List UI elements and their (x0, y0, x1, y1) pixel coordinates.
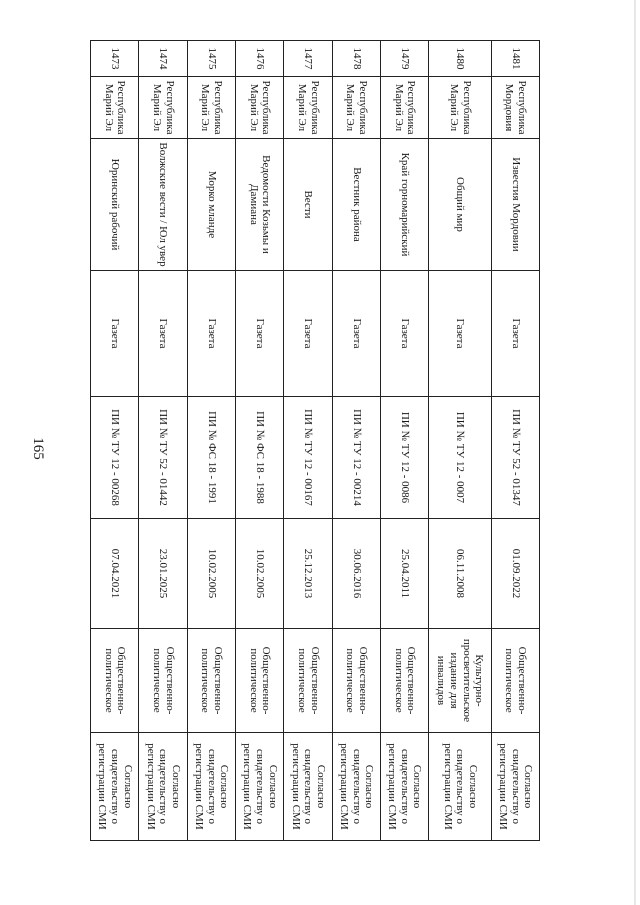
title-cell: Общий мир (429, 139, 492, 271)
date-cell: 07.04.2021 (91, 519, 139, 629)
row-number: 1476 (235, 41, 283, 77)
specialization-cell: Общественно-политическое (187, 629, 235, 733)
row-number: 1475 (187, 41, 235, 77)
reg-number-cell: ПИ № ТУ 12 - 00214 (332, 397, 380, 519)
basis-cell: Согласно свидетельству о регистрации СМИ (91, 733, 139, 841)
title-cell: Ведомости Козьмы и Дамиана (235, 139, 283, 271)
specialization-cell: Общественно-политическое (332, 629, 380, 733)
type-cell: Газета (187, 271, 235, 397)
row-number: 1477 (284, 41, 332, 77)
basis-cell: Согласно свидетельству о регистрации СМИ (332, 733, 380, 841)
region-cell: Республика Мордовия (491, 77, 539, 139)
row-number: 1479 (380, 41, 428, 77)
date-cell: 30.06.2016 (332, 519, 380, 629)
specialization-cell: Общественно-политическое (235, 629, 283, 733)
scan-edge (634, 0, 636, 905)
row-number: 1473 (91, 41, 139, 77)
type-cell: Газета (380, 271, 428, 397)
region-cell: Республика Марий Эл (429, 77, 492, 139)
basis-cell: Согласно свидетельству о регистрации СМИ (139, 733, 187, 841)
reg-number-cell: ПИ № ТУ 12 - 00268 (91, 397, 139, 519)
title-cell: Юринский рабочий (91, 139, 139, 271)
specialization-cell: Культурно-просветительское издание для инвалидов (429, 629, 492, 733)
table-row (235, 41, 283, 841)
date-cell: 25.12.2013 (284, 519, 332, 629)
reg-number-cell: ПИ № ТУ 12 - 0007 (429, 397, 492, 519)
page-number: 165 (29, 437, 46, 460)
title-cell: Вести (284, 139, 332, 271)
type-cell: Газета (139, 271, 187, 397)
basis-cell: Согласно свидетельству о регистрации СМИ (284, 733, 332, 841)
row-number: 1481 (491, 41, 539, 77)
date-cell: 10.02.2005 (187, 519, 235, 629)
region-cell: Республика Марий Эл (284, 77, 332, 139)
date-cell: 25.04.2011 (380, 519, 428, 629)
specialization-cell: Общественно-политическое (380, 629, 428, 733)
reg-number-cell: ПИ № ТУ 12 - 0086 (380, 397, 428, 519)
type-cell: Газета (284, 271, 332, 397)
region-cell: Республика Марий Эл (332, 77, 380, 139)
reg-number-cell: ПИ № ТУ 52 - 01442 (139, 397, 187, 519)
row-number: 1478 (332, 41, 380, 77)
type-cell: Газета (332, 271, 380, 397)
reg-number-cell: ПИ № ФС 18 - 1991 (187, 397, 235, 519)
type-cell: Газета (491, 271, 539, 397)
reg-number-cell: ПИ № ФС 18 - 1988 (235, 397, 283, 519)
row-number: 1474 (139, 41, 187, 77)
table-row (332, 41, 380, 841)
table-row (491, 41, 539, 841)
basis-cell: Согласно свидетельству о регистрации СМИ (380, 733, 428, 841)
date-cell: 23.01.2025 (139, 519, 187, 629)
title-cell: Край горномарийский (380, 139, 428, 271)
reg-number-cell: ПИ № ТУ 52 - 01347 (491, 397, 539, 519)
specialization-cell: Общественно-политическое (491, 629, 539, 733)
title-cell: Известия Мордовии (491, 139, 539, 271)
table-row (429, 41, 492, 841)
region-cell: Республика Марий Эл (235, 77, 283, 139)
type-cell: Газета (91, 271, 139, 397)
date-cell: 06.11.2008 (429, 519, 492, 629)
basis-cell: Согласно свидетельству о регистрации СМИ (235, 733, 283, 841)
table-row (380, 41, 428, 841)
registry-table-rotated (90, 40, 540, 840)
table-row (284, 41, 332, 841)
reg-number-cell: ПИ № ТУ 12 - 00167 (284, 397, 332, 519)
specialization-cell: Общественно-политическое (91, 629, 139, 733)
region-cell: Республика Марий Эл (380, 77, 428, 139)
region-cell: Республика Марий Эл (187, 77, 235, 139)
specialization-cell: Общественно-политическое (139, 629, 187, 733)
table-row (139, 41, 187, 841)
title-cell: Волжские вести / Юл увер (139, 139, 187, 271)
basis-cell: Согласно свидетельству о регистрации СМИ (187, 733, 235, 841)
registry-table (90, 40, 540, 841)
region-cell: Республика Марий Эл (139, 77, 187, 139)
type-cell: Газета (235, 271, 283, 397)
basis-cell: Согласно свидетельству о регистрации СМИ (429, 733, 492, 841)
date-cell: 10.02.2005 (235, 519, 283, 629)
table-row (91, 41, 139, 841)
region-cell: Республика Марий Эл (91, 77, 139, 139)
title-cell: Вестник района (332, 139, 380, 271)
row-number: 1480 (429, 41, 492, 77)
table-row (187, 41, 235, 841)
type-cell: Газета (429, 271, 492, 397)
date-cell: 01.09.2022 (491, 519, 539, 629)
title-cell: Морко мланде (187, 139, 235, 271)
basis-cell: Согласно свидетельству о регистрации СМИ (491, 733, 539, 841)
specialization-cell: Общественно-политическое (284, 629, 332, 733)
